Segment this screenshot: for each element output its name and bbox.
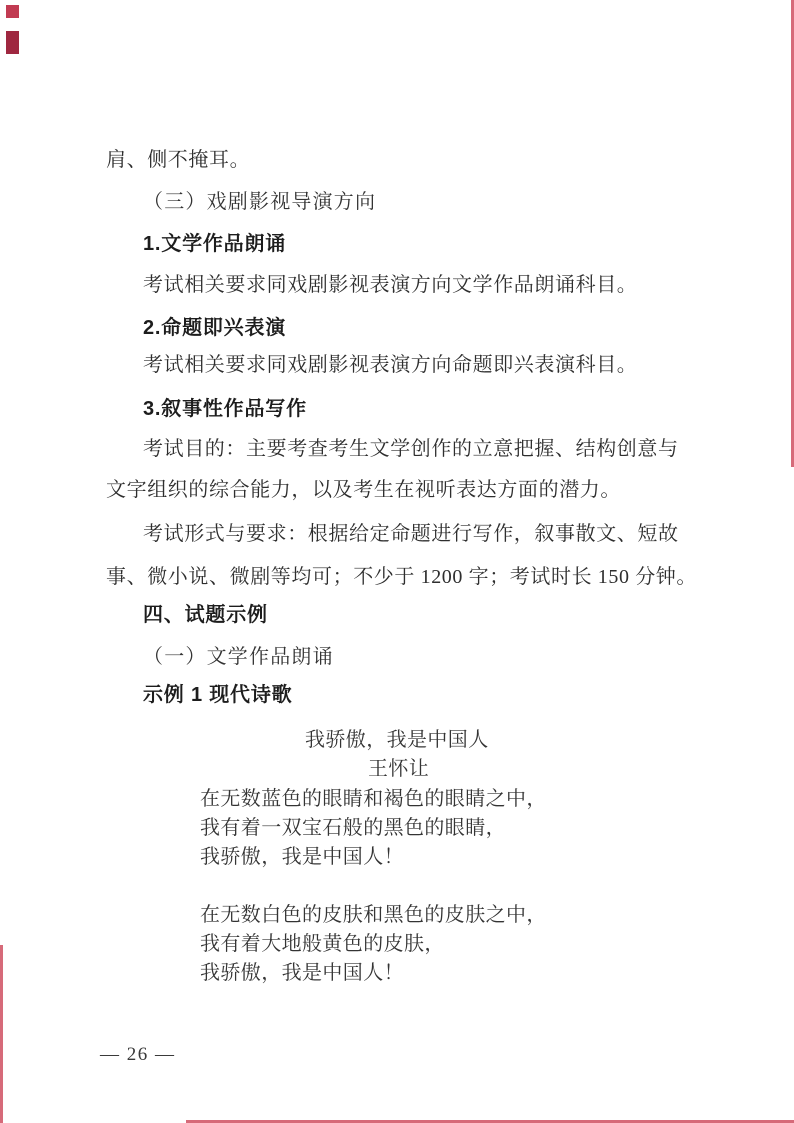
scan-line-left-edge: [0, 945, 3, 1123]
section-4-sub-heading: （一）文学作品朗诵: [143, 646, 334, 668]
section-3-heading: （三）戏剧影视导演方向: [143, 191, 377, 213]
subject-3-purpose-line-1: 考试目的：主要考查考生文学创作的立意把握、结构创意与: [143, 438, 679, 460]
poem-line: 在无数蓝色的眼睛和褐色的眼睛之中，: [200, 788, 547, 810]
poem-author: 王怀让: [368, 758, 430, 780]
subject-3-format-line-1: 考试形式与要求：根据给定命题进行写作，叙事散文、短故: [143, 523, 679, 545]
subject-1-title: 1.文学作品朗诵: [143, 233, 287, 255]
poem-line: 我骄傲，我是中国人！: [200, 962, 404, 984]
poem-line: 我有着大地般黄色的皮肤，: [200, 933, 445, 955]
scan-mark-top-left-upper: [6, 5, 19, 18]
subject-2-title: 2.命题即兴表演: [143, 317, 287, 339]
poem-line: 在无数白色的皮肤和黑色的皮肤之中，: [200, 904, 547, 926]
subject-1-body: 考试相关要求同戏剧影视表演方向文学作品朗诵科目。: [143, 274, 638, 296]
page-number: — 26 —: [100, 1044, 176, 1065]
example-1-heading: 示例 1 现代诗歌: [143, 684, 293, 706]
poem-line: 我骄傲，我是中国人！: [200, 846, 404, 868]
subject-3-format-line-2: 事、微小说、微剧等均可；不少于 1200 字；考试时长 150 分钟。: [106, 566, 697, 588]
poem-line: 我有着一双宝石般的黑色的眼睛，: [200, 817, 506, 839]
poem-title: 我骄傲，我是中国人: [305, 729, 489, 751]
text-line-continuation: 肩、侧不掩耳。: [106, 149, 251, 171]
subject-2-body: 考试相关要求同戏剧影视表演方向命题即兴表演科目。: [143, 354, 638, 376]
scan-mark-top-left-lower: [6, 31, 19, 54]
section-4-heading: 四、试题示例: [143, 604, 268, 626]
subject-3-title: 3.叙事性作品写作: [143, 398, 307, 420]
subject-3-purpose-line-2: 文字组织的综合能力，以及考生在视听表达方面的潜力。: [106, 479, 621, 501]
